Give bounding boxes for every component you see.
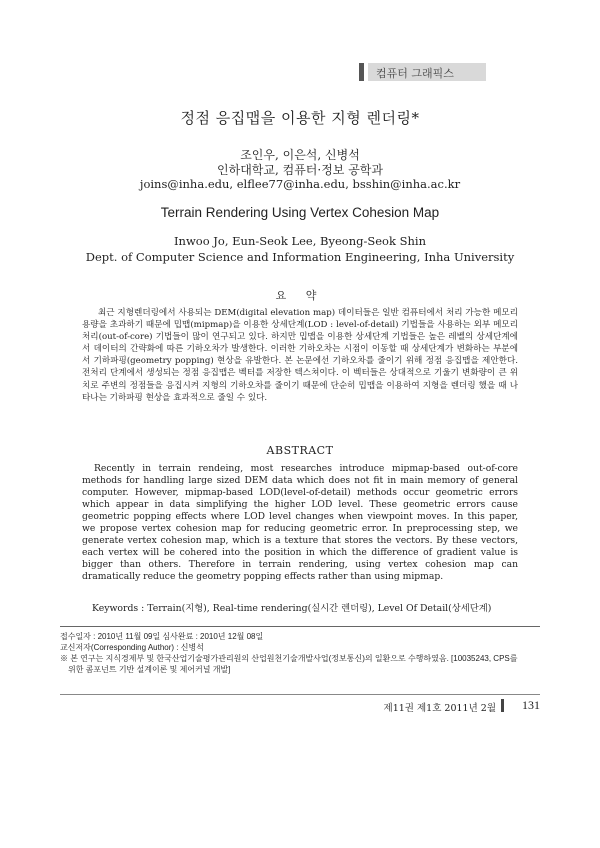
page-footer (340, 699, 540, 713)
section-tag (368, 63, 486, 81)
journal-issue: 제11권 제1호 2011년 2월 (383, 703, 496, 714)
authors-korean: 조인우, 이은석, 신병석 (240, 148, 360, 162)
affiliation-korean: 인하대학교, 컴퓨터·정보 공학과 (217, 163, 383, 177)
authors-english: Inwoo Jo, Eun-Seok Lee, Byeong-Seok Shin (174, 234, 426, 248)
page-separator-bar (501, 699, 504, 712)
abstract-english-body: Recently in terrain rendeing, most researches introduce mipmap-based out-of-core methods for handling large sized DEM data which does not fit in main memory of general computer. However, mipmap-based LOD(level-of-detail) methods occur geometric errors which appear in data simplifying the higher LOD level. These geometric errors cause geometric popping effects where LOD level changes when viewpoint moves. In this paper, we propose vertex cohesion map for reducing geometric error. In preprocessing step, we generate vertex cohesion map, which is a texture that stores the vectors. By these vectors, each vertex will be cohered into the position in which the difference of gradient value is bigger than others. Therefore in terrain rendering, using vertex cohesion map can dramatically reduce the geometry popping effects rather than using mipmap. (82, 463, 518, 583)
footnote-funding-line-2: 위한 콤포넌트 기반 설계이론 및 제어커널 개발] (68, 665, 231, 674)
footnote-funding-line-1: ※ 본 연구는 지식경제부 및 한국산업기술평가관리원의 산업원천기술개발사업(정보통신)의 일환으로 수행하였음. [10035243, CPS를 (60, 654, 518, 663)
footnote-dates: 접수일자 : 2010년 11월 09일 심사완료 : 2010년 12월 08일 (60, 632, 264, 641)
keywords-line: Keywords : Terrain(지형), Real-time rendering(실시간 렌더링), Level Of Detail(상세단계) (92, 603, 492, 614)
abstract-english-heading: ABSTRACT (266, 444, 334, 457)
paper-title-english: Terrain Rendering Using Vertex Cohesion Map (160, 205, 440, 220)
affiliation-english: Dept. of Computer Science and Information Engineering, Inha University (85, 250, 515, 264)
abstract-korean-heading: 요 약 (275, 289, 325, 302)
section-tag-label: 컴퓨터 그래픽스 (376, 67, 454, 80)
paper-title-korean: 정점 응집맵을 이용한 지형 렌더링* (180, 109, 420, 127)
page-number: 131 (522, 698, 540, 712)
footnote-divider-top (60, 626, 540, 627)
abstract-korean-body: 최근 지형렌더링에서 사용되는 DEM(digital elevation map) 데이터들은 일반 컴퓨터에서 처리 가능한 메모리 용량을 초과하기 때문에 밉맵(mipmap)을 이용한 상세단계(LOD : level-of-detail) 기법들을 사용하는 외부 메모리 처리(out-of-core) 기법들이 많이 연구되고 있다. 하지만 밉맵을 이용한 상세단계 기법들은 높은 레벨의 상세단계에서 데이터의 간략화에 따른 기하오차가 발생한다. 이러한 기하오차는 시점이 이동할 때 상세단계가 변화하는 부분에서 기하파핑(geometry popping) 현상을 유발한다. 본 논문에선 기하오차를 줄이기 위해 정점 응집맵을 제안한다. 전처리 단계에서 생성되는 정점 응집맵은 벡터를 저장한 텍스쳐이다. 이 벡터들은 상대적으로 기울기 변화량이 큰 위치로 주변의 정점들을 응집시켜 지형의 기하오차를 줄이기 때문에 단순히 밉맵을 이용하여 지형을 렌더링 했을 때 나타나는 기하파핑 현상을 효과적으로 줄일 수 있다. (82, 308, 518, 403)
author-emails: joins@inha.edu, elflee77@inha.edu, bsshin@inha.ac.kr (139, 177, 461, 191)
footnote-funding (60, 653, 530, 675)
footnote-divider-bottom (60, 694, 540, 695)
section-tag-bar (359, 63, 364, 81)
footnote-corresponding-author: 교신저자(Corresponding Author) : 신병석 (60, 643, 204, 652)
